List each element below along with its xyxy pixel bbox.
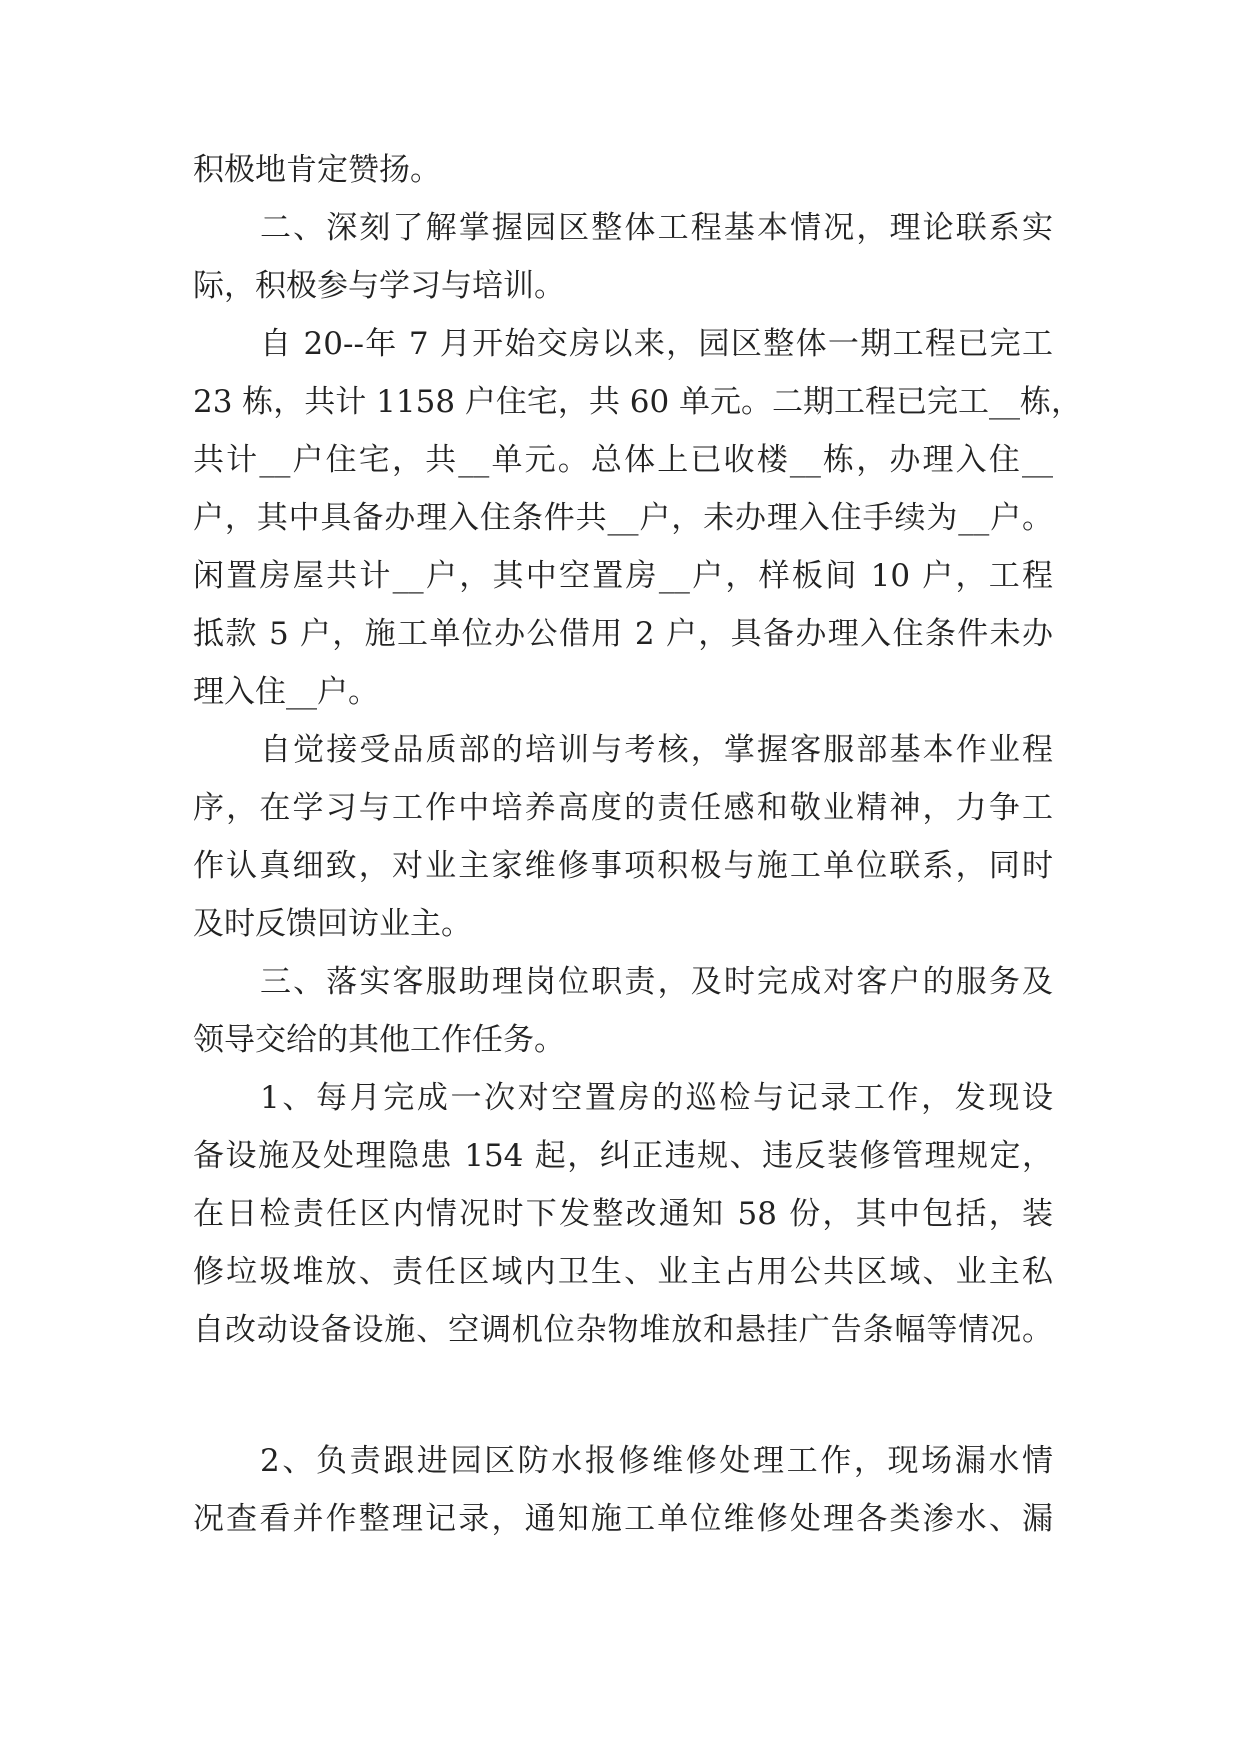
text-line: 闲置房屋共计__户，其中空置房__户，样板间 10 户，工程 <box>193 558 1053 594</box>
text-line: 共计__户住宅，共__单元。总体上已收楼__栋，办理入住__ <box>193 442 1053 478</box>
text-line: 备设施及处理隐患 154 起，纠正违规、违反装修管理规定， <box>193 1138 1053 1174</box>
text-line: 三、落实客服助理岗位职责，及时完成对客户的服务及 <box>260 964 1053 1000</box>
text-line: 1、每月完成一次对空置房的巡检与记录工作，发现设 <box>260 1080 1053 1116</box>
text-line: 理入住__户。 <box>193 674 379 710</box>
text-line: 及时反馈回访业主。 <box>193 906 472 942</box>
text-line: 序，在学习与工作中培养高度的责任感和敬业精神，力争工 <box>193 790 1053 826</box>
text-line: 二、深刻了解掌握园区整体工程基本情况，理论联系实 <box>260 210 1053 246</box>
text-line: 修垃圾堆放、责任区域内卫生、业主占用公共区域、业主私 <box>193 1254 1053 1290</box>
text-line: 自 20--年 7 月开始交房以来，园区整体一期工程已完工 <box>260 326 1053 362</box>
text-line: 作认真细致，对业主家维修事项积极与施工单位联系，同时 <box>193 848 1053 884</box>
text-line: 抵款 5 户，施工单位办公借用 2 户，具备办理入住条件未办 <box>193 616 1053 652</box>
text-line: 积极地肯定赞扬。 <box>193 152 441 188</box>
text-line: 自觉接受品质部的培训与考核，掌握客服部基本作业程 <box>260 732 1053 768</box>
text-line: 2、负责跟进园区防水报修维修处理工作，现场漏水情 <box>260 1443 1053 1479</box>
text-line: 23 栋，共计 1158 户住宅，共 60 单元。二期工程已完工__栋， <box>193 384 1083 420</box>
text-line: 际，积极参与学习与培训。 <box>193 268 565 304</box>
text-line: 在日检责任区内情况时下发整改通知 58 份，其中包括，装 <box>193 1196 1053 1232</box>
text-line: 自改动设备设施、空调机位杂物堆放和悬挂广告条幅等情况。 <box>193 1312 1053 1348</box>
text-line: 领导交给的其他工作任务。 <box>193 1022 565 1058</box>
text-line: 况查看并作整理记录，通知施工单位维修处理各类渗水、漏 <box>193 1501 1053 1537</box>
text-line: 户，其中具备办理入住条件共__户，未办理入住手续为__户。 <box>193 500 1053 536</box>
